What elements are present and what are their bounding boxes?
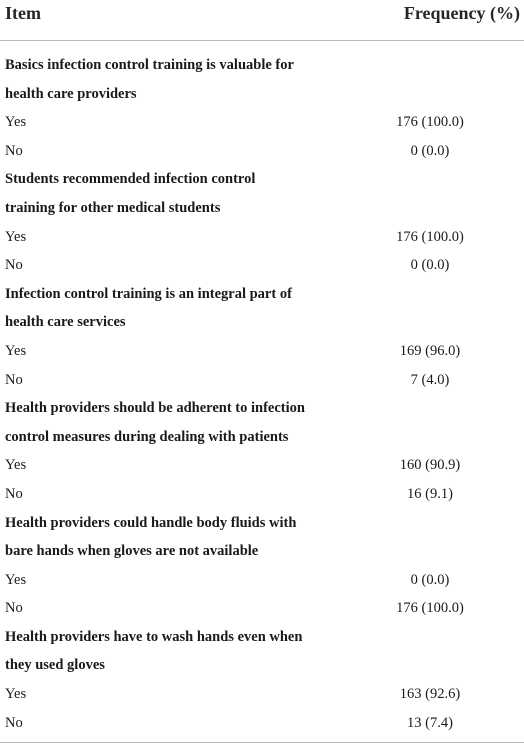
- item-label: No: [5, 600, 23, 617]
- frequency-value: 176 (100.0): [396, 114, 464, 131]
- frequency-value: 160 (90.9): [399, 457, 461, 474]
- table-row: [0, 366, 524, 395]
- table-row-heading: [0, 509, 524, 538]
- table-row: [0, 709, 524, 738]
- table-row-heading: [0, 394, 524, 423]
- item-label: Yes: [5, 571, 27, 588]
- table-row-heading: [0, 537, 524, 566]
- frequency-value: 16 (9.1): [407, 485, 453, 502]
- table-row: [0, 137, 524, 166]
- table-row: [0, 223, 524, 252]
- frequency-value: 176 (100.0): [396, 228, 464, 245]
- item-label: No: [5, 371, 23, 388]
- table-row-heading: [0, 51, 524, 80]
- table-row: [0, 480, 524, 509]
- table-row-heading: [0, 308, 524, 337]
- item-heading-text: control measures during dealing with patients: [5, 428, 289, 445]
- table-row: [0, 594, 524, 623]
- table-body: [0, 51, 524, 737]
- frequency-value: 169 (96.0): [399, 342, 461, 359]
- frequency-value: 0 (0.0): [410, 257, 450, 274]
- item-heading-text: bare hands when gloves are not available: [5, 543, 259, 560]
- table-row: [0, 108, 524, 137]
- table-row: [0, 337, 524, 366]
- table-row: [0, 251, 524, 280]
- frequency-value: 0 (0.0): [410, 571, 450, 588]
- table-row-heading: [0, 423, 524, 452]
- item-label: No: [5, 142, 23, 159]
- table-row-heading: [0, 280, 524, 309]
- item-label: Yes: [5, 114, 27, 131]
- frequency-value: 0 (0.0): [410, 142, 450, 159]
- item-label: Yes: [5, 228, 27, 245]
- frequency-value: 7 (4.0): [410, 371, 450, 388]
- bottom-rule: [0, 742, 524, 743]
- frequency-value: 163 (92.6): [399, 686, 461, 703]
- item-label: No: [5, 714, 23, 731]
- item-label: Yes: [5, 686, 27, 703]
- table-row-heading: [0, 194, 524, 223]
- table-row-heading: [0, 80, 524, 109]
- column-header-item: Item: [5, 3, 41, 23]
- column-header-frequency: Frequency (%): [403, 3, 520, 23]
- frequency-value: 13 (7.4): [407, 714, 453, 731]
- item-heading-text: Infection control training is an integral part of: [5, 285, 292, 302]
- item-heading-text: Students recommended infection control: [5, 171, 256, 188]
- item-heading-text: health care services: [5, 314, 126, 331]
- item-heading-text: Health providers have to wash hands even when: [5, 628, 303, 645]
- item-heading-text: Health providers could handle body fluids with: [5, 514, 297, 531]
- item-heading-text: Basics infection control training is valuable for: [5, 57, 294, 73]
- table-row-heading: [0, 651, 524, 680]
- table-row: [0, 680, 524, 709]
- table-row: [0, 566, 524, 595]
- item-heading-text: health care providers: [5, 85, 137, 102]
- table-row: [0, 451, 524, 480]
- item-label: No: [5, 485, 23, 502]
- frequency-value: 176 (100.0): [396, 600, 464, 617]
- item-label: No: [5, 257, 23, 274]
- table-row-heading: [0, 165, 524, 194]
- item-label: Yes: [5, 457, 27, 474]
- table-header: [0, 0, 524, 41]
- item-heading-text: training for other medical students: [5, 199, 221, 216]
- item-label: Yes: [5, 342, 27, 359]
- table-row-heading: [0, 623, 524, 652]
- item-heading-text: they used gloves: [5, 657, 105, 674]
- item-heading-text: Health providers should be adherent to infection: [5, 400, 305, 417]
